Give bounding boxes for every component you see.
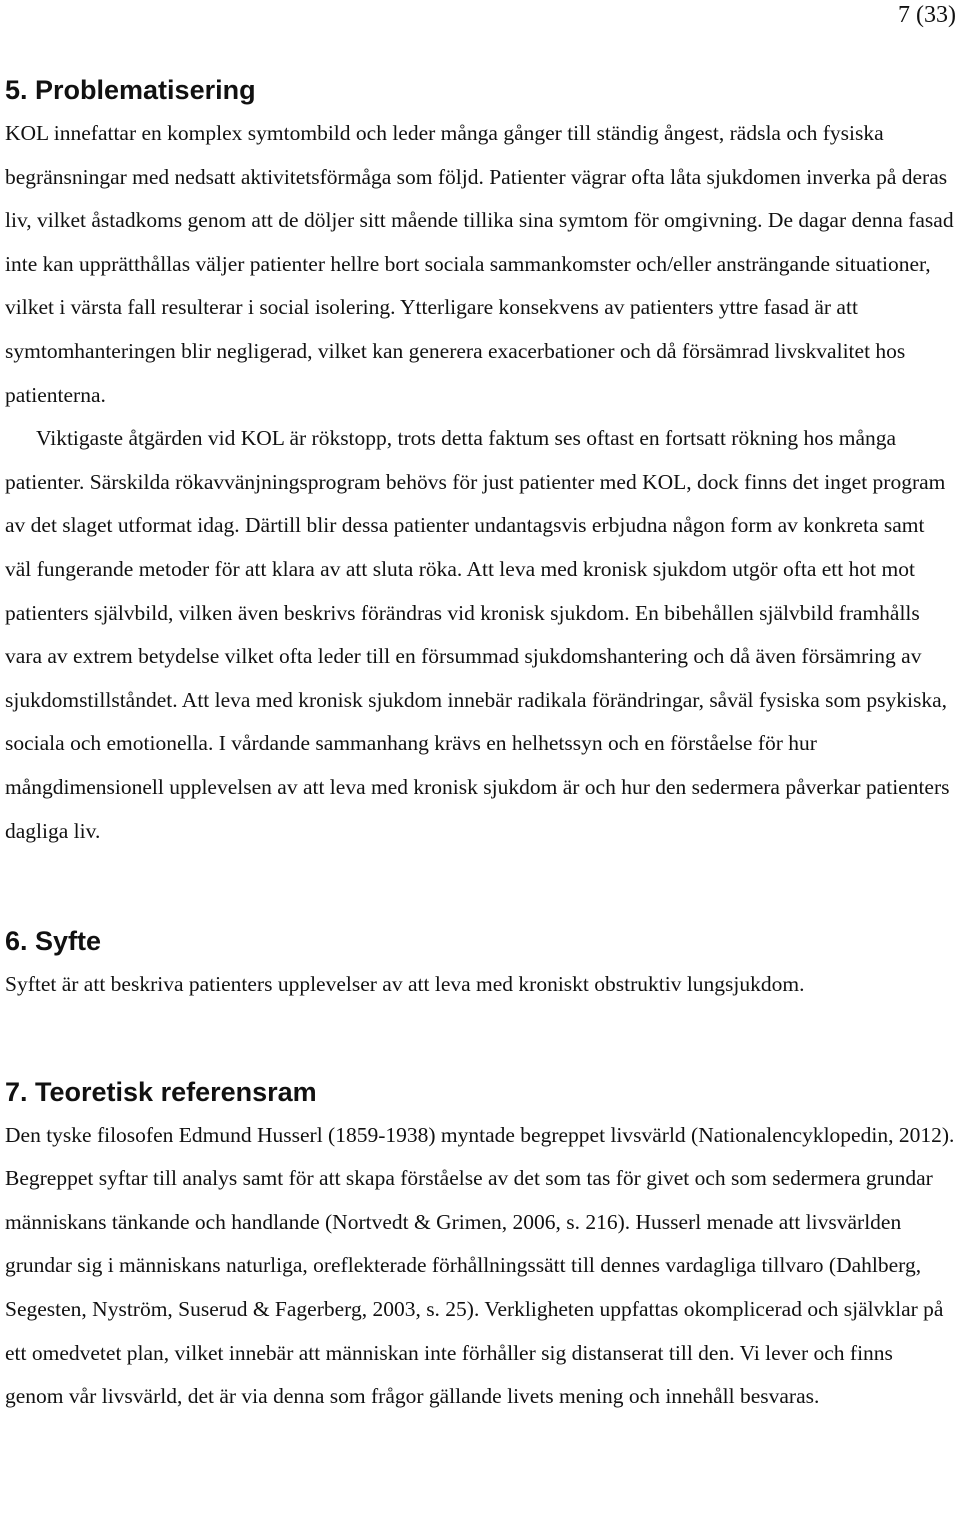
section-heading-syfte: 6. Syfte xyxy=(5,926,102,957)
page-number: 7 (33) xyxy=(898,2,956,28)
section-heading-problematisering: 5. Problematisering xyxy=(5,75,256,105)
paragraph-teoretisk-referensram: Den tyske filosofen Edmund Husserl (1859-1938) myntade begreppet livsvärld (Nationalencyklopedin, 2012). Begreppet syftar till analys samt för att skapa förståelse av det som tas för givet och som sedermera grundar människans tänkande och handlande (Nortvedt & Grimen, 2006, s. 216). Husserl menade att livsvärlden grundar sig i människans naturliga, oreflekterade förhållningssätt till dennes vardagliga tillvaro (Dahlberg, Segesten, Nyström, Suserud & Fagerberg, 2003, s. 25). Verkligheten uppfattas okomplicerad och självklar på ett omedvetet plan, vilket innebär att människan inte förhåller sig distanserat till den. Vi lever och finns genom vår livsvärld, det är via denna som frågor gällande livets mening och innehåll besvaras. xyxy=(5,1122,955,1409)
paragraph-problematisering-2: Viktigaste åtgärden vid KOL är rökstopp, trots detta faktum ses oftast en fortsatt rökning hos många patienter. Särskilda rökavvänjningsprogram behövs för just patienter med KOL, dock finns det inget program av det slaget utformat idag. Därtill blir dessa patienter undantagsvis erbjudna någon form av konkreta samt väl fungerande metoder för att klara av att sluta röka. Att leva med kronisk sjukdom utgör ofta ett hot mot patienters självbild, vilken även beskrivs förändras vid kronisk sjukdom. En bibehållen självbild framhålls vara av extrem betydelse vilket ofta leder till en försummad sjukdomshantering och då även försämring av sjukdomstillståndet. Att leva med kronisk sjukdom innebär radikala förändringar, såväl fysiska som psykiska, sociala och emotionella. I vårdande sammanhang krävs en helhetssyn och en förståelse för hur mångdimensionell upplevelsen av att leva med kronisk sjukdom är och hur den sedermera påverkar patienters dagliga liv. xyxy=(5,426,950,843)
paragraph-problematisering-1: KOL innefattar en komplex symtombild och leder många gånger till ständig ångest, rädsla och fysiska begränsningar med nedsatt aktivitetsförmåga som följd. Patienter vägrar ofta låta sjukdomen inverka på deras liv, vilket åstadkoms genom att de döljer sitt mående tillika sina symtom för omgivning. De dagar denna fasad inte kan upprätthållas väljer patienter hellre bort sociala sammankomster och/eller ansträngande situationer, vilket i värsta fall resulterar i social isolering. Ytterligare konsekvens av patienters yttre fasad är att symtomhanteringen blir negligerad, vilket kan generera exacerbationer och då försämrad livskvalitet hos patienterna. xyxy=(5,121,954,407)
paragraph-syfte: Syftet är att beskriva patienters upplevelser av att leva med kroniskt obstruktiv lungsjukdom. xyxy=(5,972,805,997)
document-body xyxy=(5,68,955,1419)
section-heading-teoretisk-referensram: 7. Teoretisk referensram xyxy=(5,1076,317,1107)
